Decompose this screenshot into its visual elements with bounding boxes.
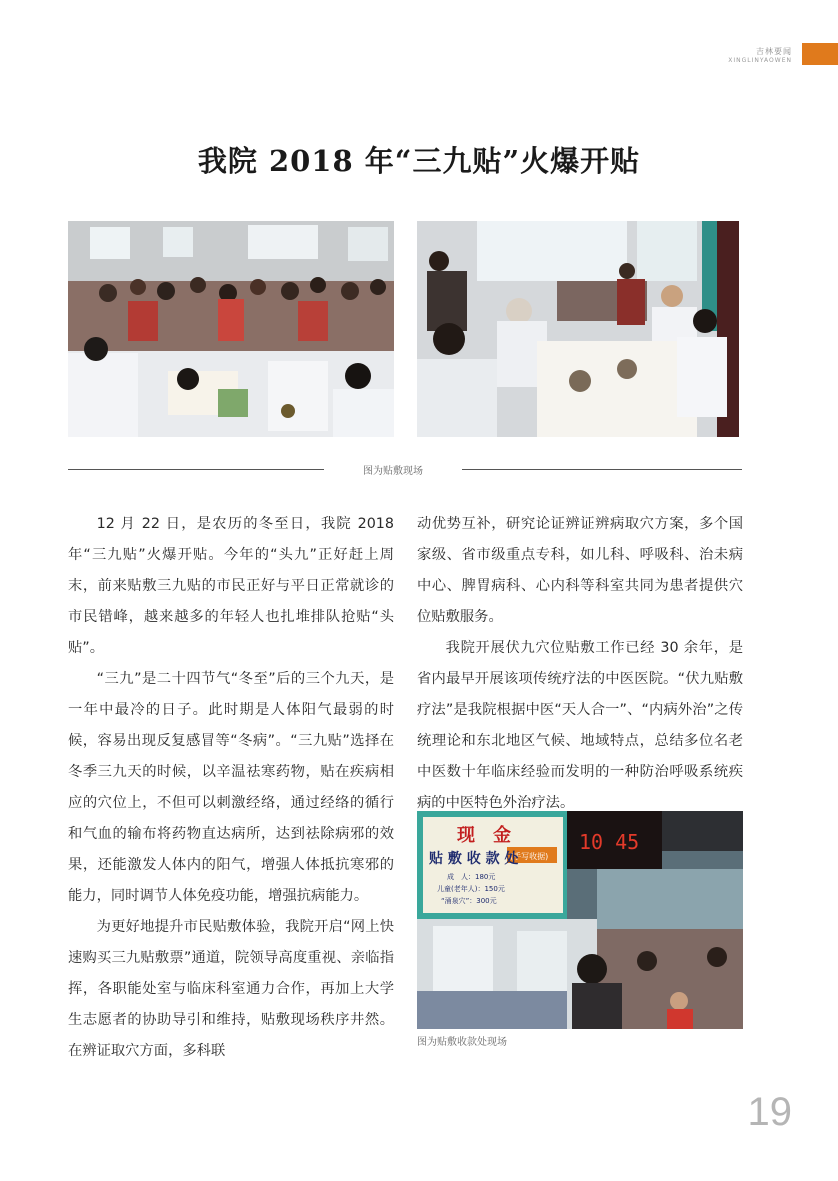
paragraph-2: “三九”是二十四节气“冬至”后的三个九天，是一年中最冷的日子。此时期是人体阳气最弱的时候，容易出现反复感冒等“冬病”。“三九贴”选择在冬季三九天的时候，以辛温祛寒药物，贴在疾病相应的穴位上，不但可以刺激经络，通过经络的循行和气血的输布将药物直达病所，达到祛除病邪的效果，还能激发人体内的阳气，增强人体抵抗寒邪的能力，同时调节人体免疫功能，增强抗病能力。	[68, 671, 394, 904]
article-title: 我院 2018 年“三九贴”火爆开贴	[197, 144, 641, 178]
paragraph-3-continued: 动优势互补，研究论证辨证辨病取穴方案，多个国家级、省市级重点专科，如儿科、呼吸科、治未病中心、脾胃病科、心内科等科室共同为患者提供穴位贴敷服务。	[417, 516, 743, 625]
sign-receipt: (手写收据)	[510, 852, 549, 861]
photo-caption-top: 图为贴敷现场	[363, 466, 423, 477]
photo-treatment-hall-left	[68, 221, 394, 437]
section-title-en: XINGLINYAOWEN	[728, 57, 792, 64]
paragraph-4: 我院开展伏九穴位贴敷工作已经 30 余年，是省内最早开展该项传统疗法的中医医院。“伏九贴敷疗法”是我院根据中医“天人合一”、“内病外治”之传统理论和东北地区气候、地域特点，总结多位名老中医数十年临床经验而发明的一种防治呼吸系统疾病的中医特色外治疗法。	[417, 640, 743, 811]
article-column-left	[68, 509, 394, 1067]
led-display: 10 45	[579, 830, 640, 854]
section-accent-bar	[802, 43, 838, 65]
paragraph-1: 12 月 22 日，是农历的冬至日，我院 2018 年“三九贴”火爆开贴。今年的“头九”正好赶上周末，前来贴敷三九贴的市民正好与平日正常就诊的市民错峰，越来越多的年轻人也扎堆排队抢贴“头贴”。	[68, 516, 394, 656]
caption-rule-left	[68, 469, 324, 470]
section-title-cn: 吉林要闻	[756, 47, 792, 56]
sign-counter: 贴 敷 收 款 处	[429, 851, 519, 867]
caption-rule-right	[462, 469, 742, 470]
article-column-right	[417, 509, 743, 819]
photo-payment-counter	[417, 811, 743, 1029]
sign-cash: 现 金	[457, 825, 511, 846]
page-number: 19	[747, 1090, 792, 1134]
photo-treatment-hall-right	[417, 221, 739, 437]
paragraph-3: 为更好地提升市民贴敷体验，我院开启“网上快速购买三九贴敷票”通道，院领导高度重视、亲临指挥，各职能处室与临床科室通力合作，再加上大学生志愿者的协助导引和维持，贴敷现场秩序井然。在辨证取穴方面，多科联	[68, 919, 394, 1059]
photo-caption-bottom: 图为贴敷收款处现场	[417, 1037, 507, 1048]
sign-child-price: 儿童(老年人)：150元	[437, 885, 505, 893]
sign-yongquan-price: “涌泉穴”：300元	[441, 897, 497, 905]
sign-adult-price: 成 人：180元	[447, 873, 496, 881]
